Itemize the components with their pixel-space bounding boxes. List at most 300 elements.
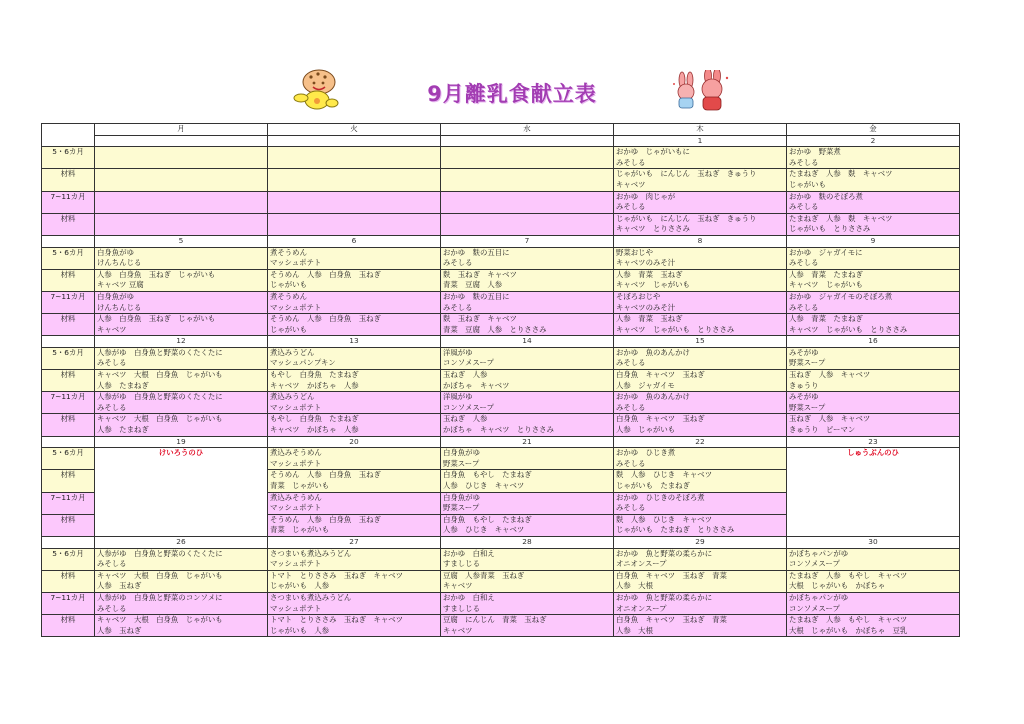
age56-menu-row bbox=[42, 548, 960, 570]
day-number bbox=[95, 135, 268, 147]
menu-line: みそしる bbox=[616, 458, 646, 468]
menu-cell bbox=[441, 314, 614, 336]
menu-line: 大根 じゃがいも かぼちゃ 豆乳 bbox=[789, 625, 908, 635]
age56-ingredients-row bbox=[42, 370, 960, 392]
menu-cell bbox=[268, 347, 441, 369]
menu-line: 麩 人参 ひじき キャベツ bbox=[616, 514, 713, 524]
menu-line: 青菜 豆腐 人参 とりささみ bbox=[443, 324, 547, 334]
menu-line: 野菜スープ bbox=[443, 503, 480, 513]
menu-line: 麩 玉ねぎ キャベツ bbox=[443, 269, 517, 279]
menu-cell bbox=[268, 592, 441, 614]
rabbits-illustration bbox=[670, 70, 732, 114]
menu-cell bbox=[95, 370, 268, 392]
day-number-row bbox=[42, 436, 960, 448]
menu-line: じゃがいも 人参 bbox=[270, 581, 330, 591]
menu-line: みそしる bbox=[97, 559, 127, 569]
menu-cell bbox=[614, 370, 787, 392]
day-number: 6 bbox=[268, 235, 441, 247]
menu-line: 煮込みうどん bbox=[270, 347, 315, 357]
menu-cell bbox=[787, 269, 960, 291]
age56-menu-row bbox=[42, 448, 960, 470]
menu-cell bbox=[95, 592, 268, 614]
day-spacer bbox=[42, 536, 95, 548]
menu-line: けんちんじる bbox=[97, 258, 142, 268]
menu-line: おかゆ 魚と野菜の柔らかに bbox=[616, 548, 713, 558]
menu-line: キャベツ じゃがいも bbox=[616, 280, 690, 290]
day-number: 12 bbox=[95, 336, 268, 348]
day-number: 23 bbox=[787, 436, 960, 448]
menu-line: 豆腐 にんじん 青菜 玉ねぎ bbox=[443, 615, 547, 625]
menu-cell bbox=[268, 514, 441, 536]
menu-cell bbox=[441, 269, 614, 291]
menu-line: おかゆ 肉じゃが bbox=[616, 191, 676, 201]
menu-line: みそしる bbox=[97, 603, 127, 613]
menu-cell bbox=[614, 492, 787, 514]
menu-line: 麩 玉ねぎ キャベツ bbox=[443, 314, 517, 324]
menu-line: キャベツのみそ汁 bbox=[616, 258, 676, 268]
menu-line: 人参 白身魚 玉ねぎ じゃがいも bbox=[97, 314, 216, 324]
menu-cell bbox=[787, 370, 960, 392]
weekday-header-row bbox=[42, 124, 960, 136]
menu-cell bbox=[787, 392, 960, 414]
menu-line: 玉ねぎ 人参 bbox=[443, 370, 488, 380]
weekday-header: 金 bbox=[787, 124, 960, 136]
day-number: 29 bbox=[614, 536, 787, 548]
day-number: 26 bbox=[95, 536, 268, 548]
menu-line: 人参がゆ 白身魚と野菜のくたくたに bbox=[97, 347, 223, 357]
menu-line: みそしる bbox=[443, 258, 473, 268]
day-number: 14 bbox=[441, 336, 614, 348]
menu-cell bbox=[268, 414, 441, 436]
row-label: 材料 bbox=[42, 169, 95, 191]
menu-line: キャベツ かぼちゃ 人参 bbox=[270, 380, 359, 390]
menu-line: キャベツ 大根 白身魚 じゃがいも bbox=[97, 370, 223, 380]
menu-line: 煮そうめん bbox=[270, 291, 307, 301]
holiday-cell: しゅうぶんのひ bbox=[787, 448, 960, 537]
menu-line: オニオンスープ bbox=[616, 559, 667, 569]
menu-line: コンソメスープ bbox=[443, 358, 494, 368]
menu-line: キャベツ bbox=[443, 581, 473, 591]
menu-line: きゅうり ピーマン bbox=[789, 425, 856, 435]
menu-line: みそしる bbox=[789, 302, 819, 312]
menu-line: さつまいも煮込みうどん bbox=[270, 592, 352, 602]
menu-cell bbox=[614, 392, 787, 414]
menu-cell bbox=[268, 147, 441, 169]
menu-line: おかゆ ひじきのそぼろ煮 bbox=[616, 492, 705, 502]
menu-line: 人参がゆ 白身魚と野菜のくたくたに bbox=[97, 548, 223, 558]
menu-line: 人参 青菜 たまねぎ bbox=[789, 314, 863, 324]
menu-cell bbox=[441, 592, 614, 614]
menu-line: 白身魚 もやし たまねぎ bbox=[443, 470, 532, 480]
menu-line: じゃがいも にんじん 玉ねぎ きゅうり bbox=[616, 213, 757, 223]
day-number-row bbox=[42, 336, 960, 348]
menu-cell bbox=[268, 314, 441, 336]
menu-cell bbox=[268, 448, 441, 470]
menu-cell bbox=[268, 247, 441, 269]
weekday-header: 火 bbox=[268, 124, 441, 136]
menu-cell bbox=[95, 169, 268, 191]
menu-line: マッシュポテト bbox=[270, 402, 322, 412]
age711-ingredients-row bbox=[42, 615, 960, 637]
page-title: 9月離乳食献立表 bbox=[427, 82, 597, 106]
menu-line: トマト とりささみ 玉ねぎ キャベツ bbox=[270, 615, 404, 625]
menu-line: たまねぎ 人参 もやし キャベツ bbox=[789, 570, 908, 580]
menu-cell bbox=[441, 191, 614, 213]
menu-line: おかゆ ひじき煮 bbox=[616, 448, 676, 458]
row-label: 7~11カ月 bbox=[42, 592, 95, 614]
row-label: 材料 bbox=[42, 213, 95, 235]
menu-cell bbox=[268, 470, 441, 492]
menu-cell bbox=[614, 414, 787, 436]
menu-line: たまねぎ 人参 麩 キャベツ bbox=[789, 213, 893, 223]
menu-line: 洋風がゆ bbox=[443, 392, 473, 402]
menu-line: おかゆ 白和え bbox=[443, 592, 495, 602]
menu-line: 人参 大根 bbox=[616, 625, 653, 635]
row-label: 材料 bbox=[42, 414, 95, 436]
menu-cell bbox=[441, 291, 614, 313]
day-number: 7 bbox=[441, 235, 614, 247]
menu-line: マッシュポテト bbox=[270, 302, 322, 312]
menu-cell bbox=[95, 191, 268, 213]
menu-cell bbox=[787, 147, 960, 169]
menu-cell bbox=[614, 269, 787, 291]
menu-cell bbox=[268, 492, 441, 514]
menu-line: オニオンスープ bbox=[616, 603, 667, 613]
menu-line: みそしる bbox=[616, 157, 646, 167]
menu-cell bbox=[614, 291, 787, 313]
menu-cell bbox=[614, 347, 787, 369]
menu-line: 玉ねぎ 人参 キャベツ bbox=[789, 414, 871, 424]
row-label: 5・6カ月 bbox=[42, 247, 95, 269]
menu-table bbox=[41, 123, 960, 637]
menu-cell bbox=[95, 269, 268, 291]
menu-cell bbox=[95, 314, 268, 336]
menu-line: 煮そうめん bbox=[270, 247, 307, 257]
menu-cell bbox=[614, 470, 787, 492]
menu-line: 人参 ジャガイモ bbox=[616, 380, 675, 390]
menu-cell bbox=[441, 514, 614, 536]
menu-line: 白身魚 もやし たまねぎ bbox=[443, 514, 532, 524]
menu-line: マッシュポテト bbox=[270, 603, 322, 613]
menu-cell bbox=[787, 570, 960, 592]
menu-line: おかゆ 野菜煮 bbox=[789, 147, 841, 157]
menu-line: キャベツ bbox=[97, 324, 127, 334]
menu-cell bbox=[614, 514, 787, 536]
menu-line: 人参 白身魚 玉ねぎ じゃがいも bbox=[97, 269, 216, 279]
menu-cell bbox=[787, 213, 960, 235]
day-number: 21 bbox=[441, 436, 614, 448]
holiday-cell: けいろうのひ bbox=[95, 448, 268, 537]
menu-line: 白身魚がゆ bbox=[97, 291, 134, 301]
weekday-header: 水 bbox=[441, 124, 614, 136]
age711-menu-row bbox=[42, 291, 960, 313]
menu-cell bbox=[787, 191, 960, 213]
menu-cell bbox=[614, 448, 787, 470]
menu-cell bbox=[95, 347, 268, 369]
menu-cell bbox=[268, 269, 441, 291]
menu-line: もやし 白身魚 たまねぎ bbox=[270, 370, 359, 380]
menu-line: キャベツ 豆腐 bbox=[97, 280, 144, 290]
menu-cell bbox=[95, 548, 268, 570]
day-number bbox=[268, 135, 441, 147]
menu-line: 人参 ひじき キャベツ bbox=[443, 525, 525, 535]
menu-line: みそしる bbox=[616, 402, 646, 412]
menu-line: おかゆ じゃがいもに bbox=[616, 147, 690, 157]
menu-cell bbox=[268, 370, 441, 392]
menu-line: マッシュポテト bbox=[270, 503, 322, 513]
menu-cell bbox=[787, 347, 960, 369]
menu-cell bbox=[268, 392, 441, 414]
row-label: 材料 bbox=[42, 470, 95, 492]
menu-line: 洋風がゆ bbox=[443, 347, 473, 357]
day-number: 27 bbox=[268, 536, 441, 548]
menu-line: 人参 青菜 たまねぎ bbox=[789, 269, 863, 279]
day-number: 15 bbox=[614, 336, 787, 348]
menu-line: マッシュポテト bbox=[270, 559, 322, 569]
menu-cell bbox=[614, 314, 787, 336]
menu-cell bbox=[787, 247, 960, 269]
row-label: 5・6カ月 bbox=[42, 548, 95, 570]
menu-line: 玉ねぎ 人参 bbox=[443, 414, 488, 424]
baby-illustration bbox=[292, 68, 344, 112]
menu-line: 白身魚 キャベツ 玉ねぎ bbox=[616, 370, 705, 380]
menu-line: じゃがいも とりささみ bbox=[789, 224, 871, 234]
day-number: 20 bbox=[268, 436, 441, 448]
age711-menu-row bbox=[42, 592, 960, 614]
menu-cell bbox=[614, 191, 787, 213]
menu-cell bbox=[441, 548, 614, 570]
menu-line: すましじる bbox=[443, 603, 480, 613]
age711-menu-row bbox=[42, 191, 960, 213]
menu-line: けんちんじる bbox=[97, 302, 142, 312]
menu-line: キャベツ 大根 白身魚 じゃがいも bbox=[97, 615, 223, 625]
menu-line: 人参がゆ 白身魚と野菜のくたくたに bbox=[97, 392, 223, 402]
menu-line: じゃがいも bbox=[789, 179, 826, 189]
menu-cell bbox=[614, 592, 787, 614]
menu-line: みそしる bbox=[789, 157, 819, 167]
menu-line: そうめん 人参 白身魚 玉ねぎ bbox=[270, 269, 381, 279]
menu-line: もやし 白身魚 たまねぎ bbox=[270, 414, 359, 424]
weekday-header: 木 bbox=[614, 124, 787, 136]
menu-line: キャベツ とりささみ bbox=[616, 224, 690, 234]
age56-ingredients-row bbox=[42, 269, 960, 291]
day-spacer bbox=[42, 235, 95, 247]
menu-line: 人参 青菜 玉ねぎ bbox=[616, 314, 683, 324]
menu-line: じゃがいも 人参 bbox=[270, 625, 330, 635]
menu-cell bbox=[268, 213, 441, 235]
day-number: 13 bbox=[268, 336, 441, 348]
menu-line: キャベツ かぼちゃ 人参 bbox=[270, 425, 359, 435]
menu-line: マッシュポテト bbox=[270, 458, 322, 468]
age56-ingredients-row bbox=[42, 169, 960, 191]
menu-line: たまねぎ 人参 麩 キャベツ bbox=[789, 169, 893, 179]
menu-cell bbox=[268, 548, 441, 570]
menu-cell bbox=[268, 291, 441, 313]
row-label: 材料 bbox=[42, 514, 95, 536]
menu-line: マッシュポテト bbox=[270, 258, 322, 268]
menu-line: 白身魚 キャベツ 玉ねぎ 青菜 bbox=[616, 615, 727, 625]
menu-line: 野菜スープ bbox=[443, 458, 480, 468]
menu-line: 白身魚がゆ bbox=[443, 448, 480, 458]
menu-line: かぼちゃパンがゆ bbox=[789, 548, 849, 558]
row-label: 7~11カ月 bbox=[42, 191, 95, 213]
menu-cell bbox=[441, 169, 614, 191]
age711-menu-row bbox=[42, 392, 960, 414]
menu-line: 人参 青菜 玉ねぎ bbox=[616, 269, 683, 279]
menu-cell bbox=[95, 570, 268, 592]
menu-line: 人参 ひじき キャベツ bbox=[443, 481, 525, 490]
menu-line: おかゆ 魚のあんかけ bbox=[616, 392, 690, 402]
day-number-row bbox=[42, 536, 960, 548]
menu-line: 大根 じゃがいも かぼちゃ bbox=[789, 581, 886, 591]
menu-cell bbox=[614, 615, 787, 637]
menu-cell bbox=[614, 147, 787, 169]
weekday-header: 月 bbox=[95, 124, 268, 136]
menu-line: みそしる bbox=[616, 202, 646, 212]
menu-cell bbox=[441, 213, 614, 235]
menu-cell bbox=[441, 147, 614, 169]
row-label: 7~11カ月 bbox=[42, 492, 95, 514]
menu-line: 白身魚がゆ bbox=[97, 247, 134, 257]
menu-line: そぼろおじや bbox=[616, 291, 661, 301]
menu-line: かぼちゃ キャベツ とりささみ bbox=[443, 425, 554, 435]
menu-line: かぼちゃ キャベツ bbox=[443, 380, 510, 390]
day-number-row bbox=[42, 235, 960, 247]
menu-line: かぼちゃパンがゆ bbox=[789, 592, 849, 602]
menu-line: みそしる bbox=[443, 302, 473, 312]
menu-cell bbox=[614, 247, 787, 269]
menu-line: 豆腐 人参青菜 玉ねぎ bbox=[443, 570, 525, 580]
day-number bbox=[441, 135, 614, 147]
row-label: 材料 bbox=[42, 570, 95, 592]
row-label: 7~11カ月 bbox=[42, 392, 95, 414]
menu-line: じゃがいも bbox=[270, 324, 307, 334]
menu-line: キャベツのみそ汁 bbox=[616, 302, 676, 312]
menu-cell bbox=[441, 347, 614, 369]
menu-line: キャベツ じゃがいも bbox=[789, 280, 863, 290]
age711-ingredients-row bbox=[42, 314, 960, 336]
menu-line: 野菜スープ bbox=[789, 358, 826, 368]
menu-line: 人参 たまねぎ bbox=[97, 380, 149, 390]
menu-line: おかゆ 魚のあんかけ bbox=[616, 347, 690, 357]
menu-cell bbox=[614, 213, 787, 235]
menu-line: そうめん 人参 白身魚 玉ねぎ bbox=[270, 514, 381, 524]
menu-cell bbox=[268, 615, 441, 637]
menu-line: キャベツ bbox=[616, 179, 646, 189]
menu-line: 青菜 豆腐 人参 bbox=[443, 280, 503, 290]
menu-line: コンソメスープ bbox=[789, 603, 840, 613]
menu-line: 人参 大根 bbox=[616, 581, 653, 591]
menu-line: みそしる bbox=[789, 258, 819, 268]
menu-cell bbox=[95, 615, 268, 637]
menu-line: コンソメスープ bbox=[789, 559, 840, 569]
day-spacer bbox=[42, 436, 95, 448]
menu-line: 野菜スープ bbox=[789, 402, 826, 412]
menu-line: おかゆ 麩の五目に bbox=[443, 291, 510, 301]
menu-line: おかゆ 白和え bbox=[443, 548, 495, 558]
day-number: 28 bbox=[441, 536, 614, 548]
menu-line: じゃがいも にんじん 玉ねぎ きゅうり bbox=[616, 169, 757, 179]
menu-cell bbox=[95, 291, 268, 313]
menu-line: 煮込みそうめん bbox=[270, 492, 322, 502]
corner-cell bbox=[42, 124, 95, 147]
menu-line: じゃがいも たまねぎ bbox=[616, 481, 690, 490]
menu-line: みそしる bbox=[97, 402, 127, 412]
day-number: 16 bbox=[787, 336, 960, 348]
menu-cell bbox=[614, 548, 787, 570]
menu-cell bbox=[95, 392, 268, 414]
menu-line: 人参 じゃがいも bbox=[616, 425, 676, 435]
menu-line: キャベツ 大根 白身魚 じゃがいも bbox=[97, 570, 223, 580]
menu-line: コンソメスープ bbox=[443, 402, 494, 412]
menu-line: 煮込みうどん bbox=[270, 392, 315, 402]
menu-cell bbox=[441, 247, 614, 269]
menu-line: キャベツ じゃがいも とりささみ bbox=[616, 324, 735, 334]
menu-line: キャベツ 大根 白身魚 じゃがいも bbox=[97, 414, 223, 424]
menu-line: 煮込みそうめん bbox=[270, 448, 322, 458]
row-label: 5・6カ月 bbox=[42, 147, 95, 169]
menu-line: おかゆ 麩のそぼろ煮 bbox=[789, 191, 863, 201]
day-number: 30 bbox=[787, 536, 960, 548]
menu-cell bbox=[787, 291, 960, 313]
day-spacer bbox=[42, 336, 95, 348]
menu-cell bbox=[268, 570, 441, 592]
age56-menu-row bbox=[42, 347, 960, 369]
menu-cell bbox=[441, 370, 614, 392]
menu-cell bbox=[787, 615, 960, 637]
menu-line: さつまいも煮込みうどん bbox=[270, 548, 352, 558]
menu-line: みそしる bbox=[97, 358, 127, 368]
menu-line: おかゆ 麩の五目に bbox=[443, 247, 510, 257]
day-number: 22 bbox=[614, 436, 787, 448]
menu-cell bbox=[95, 213, 268, 235]
age56-ingredients-row bbox=[42, 570, 960, 592]
menu-line: たまねぎ 人参 もやし キャベツ bbox=[789, 615, 908, 625]
menu-cell bbox=[787, 414, 960, 436]
menu-cell bbox=[441, 392, 614, 414]
menu-cell bbox=[95, 147, 268, 169]
menu-cell bbox=[441, 615, 614, 637]
menu-line: 野菜おじや bbox=[616, 247, 653, 257]
menu-cell bbox=[787, 314, 960, 336]
day-number: 19 bbox=[95, 436, 268, 448]
menu-line: みそしる bbox=[616, 358, 646, 368]
age711-ingredients-row bbox=[42, 414, 960, 436]
menu-line: 青菜 じゃがいも bbox=[270, 481, 330, 490]
menu-cell bbox=[441, 448, 614, 470]
row-label: 材料 bbox=[42, 370, 95, 392]
menu-line: すましじる bbox=[443, 559, 480, 569]
menu-line: キャベツ bbox=[443, 625, 473, 635]
age56-menu-row bbox=[42, 247, 960, 269]
menu-line: 玉ねぎ 人参 キャベツ bbox=[789, 370, 871, 380]
menu-cell bbox=[95, 414, 268, 436]
row-label: 5・6カ月 bbox=[42, 448, 95, 470]
row-label: 5・6カ月 bbox=[42, 347, 95, 369]
menu-line: みそがゆ bbox=[789, 392, 819, 402]
menu-line: おかゆ ジャガイモに bbox=[789, 247, 863, 257]
menu-line: 青菜 じゃがいも bbox=[270, 525, 330, 535]
menu-line: 白身魚 キャベツ 玉ねぎ 青菜 bbox=[616, 570, 727, 580]
menu-line: 人参 たまねぎ bbox=[97, 425, 149, 435]
day-number: 9 bbox=[787, 235, 960, 247]
menu-cell bbox=[441, 414, 614, 436]
menu-line: きゅうり bbox=[789, 380, 819, 390]
row-label: 材料 bbox=[42, 615, 95, 637]
menu-cell bbox=[614, 570, 787, 592]
menu-line: じゃがいも たまねぎ とりささみ bbox=[616, 525, 735, 535]
day-number: 2 bbox=[787, 135, 960, 147]
